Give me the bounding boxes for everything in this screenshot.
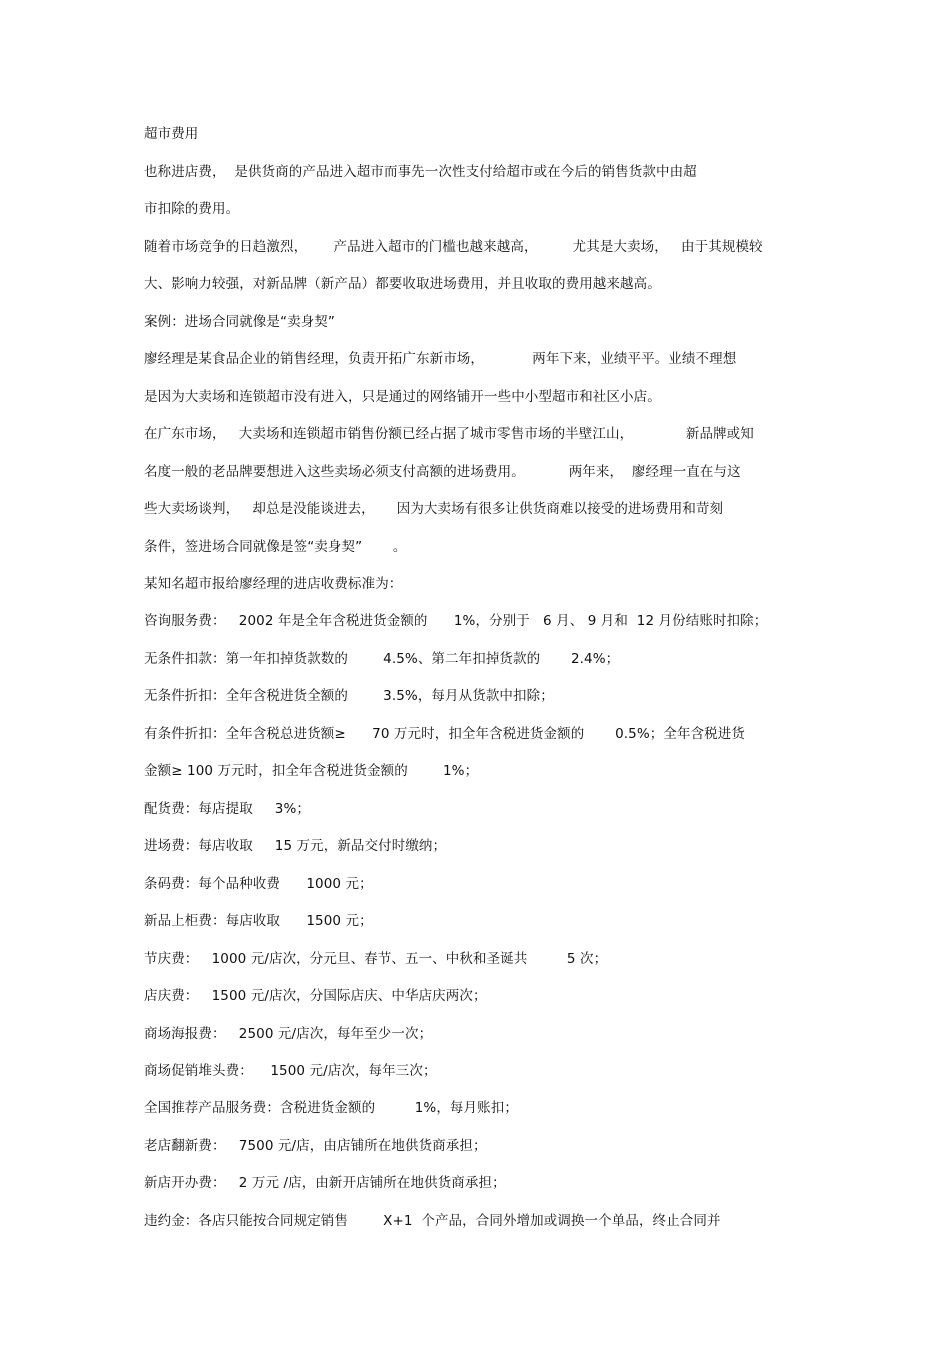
paragraph-line: 些大卖场谈判， 却总是没能谈进去， 因为大卖场有很多让供货商难以接受的进场费用和苛刻 xyxy=(144,501,724,517)
paragraph-line: 某知名超市报给廖经理的进店收费标准为： xyxy=(144,576,403,592)
fee-item: 新品上柜费：每店收取 1500 元； xyxy=(144,913,373,929)
paragraph-line: 廖经理是某食品企业的销售经理，负责开拓广东新市场， 两年下来，业绩平平。业绩不理想 xyxy=(144,351,737,367)
fee-item: 条码费：每个品种收费 1000 元； xyxy=(144,876,373,892)
fee-item: 老店翻新费： 7500 元/店，由店铺所在地供货商承担； xyxy=(144,1138,487,1154)
doc-title: 超市费用 xyxy=(144,126,199,142)
paragraph-line: 是因为大卖场和连锁超市没有进入，只是通过的网络铺开一些中小型超市和社区小店。 xyxy=(144,389,661,405)
fee-item: 商场海报费： 2500 元/店次，每年至少一次； xyxy=(144,1026,433,1042)
fee-item: 商场促销堆头费： 1500 元/店次，每年三次； xyxy=(144,1063,437,1079)
paragraph-line: 在广东市场， 大卖场和连锁超市销售份额已经占据了城市零售市场的半壁江山， 新品牌或知 xyxy=(144,426,754,442)
fee-item: 节庆费： 1000 元/店次，分元旦、春节、五一、中秋和圣诞共 5 次； xyxy=(144,951,608,967)
fee-item: 全国推荐产品服务费：含税进货金额的 1%，每月账扣； xyxy=(144,1100,518,1116)
paragraph-line: 随着市场竞争的日趋激烈， 产品进入超市的门槛也越来越高， 尤其是大卖场， 由于其规模较 xyxy=(144,239,763,255)
section-heading: 案例：进场合同就像是“卖身契” xyxy=(144,314,335,330)
fee-item: 无条件折扣：全年含税进货全额的 3.5%，每月从货款中扣除； xyxy=(144,688,554,704)
fee-item: 金额≥ 100 万元时，扣全年含税进货金额的 1%； xyxy=(144,763,479,779)
paragraph-line: 大、影响力较强，对新品牌（新产品）都要收取进场费用，并且收取的费用越来越高。 xyxy=(144,276,661,292)
fee-item: 店庆费： 1500 元/店次，分国际店庆、中华店庆两次； xyxy=(144,988,487,1004)
fee-item: 违约金：各店只能按合同规定销售 X+1 个产品，合同外增加或调换一个单品，终止合同并 xyxy=(144,1213,721,1229)
fee-item: 配货费：每店提取 3%； xyxy=(144,801,310,817)
paragraph-line: 也称进店费， 是供货商的产品进入超市而事先一次性支付给超市或在今后的销售货款中由超 xyxy=(144,164,697,180)
fee-item: 无条件扣款：第一年扣掉货款数的 4.5%、第二年扣掉货款的 2.4%； xyxy=(144,651,620,667)
fee-item: 新店开办费： 2 万元 /店，由新开店铺所在地供货商承担； xyxy=(144,1175,506,1191)
paragraph-line: 条件，签进场合同就像是签“卖身契” 。 xyxy=(144,539,407,555)
fee-item: 咨询服务费： 2002 年是全年含税进货金额的 1%，分别于 6 月、 9 月和 12 月份结账时扣除； xyxy=(144,613,768,629)
paragraph-line: 名度一般的老品牌要想进入这些卖场必须支付高额的进场费用。 两年来， 廖经理一直在与这 xyxy=(144,464,741,480)
paragraph-line: 市扣除的费用。 xyxy=(144,201,240,217)
fee-item: 进场费：每店收取 15 万元，新品交付时缴纳； xyxy=(144,838,447,854)
fee-item: 有条件折扣：全年含税总进货额≥ 70 万元时，扣全年含税进货金额的 0.5%；全年含税进货 xyxy=(144,726,745,742)
